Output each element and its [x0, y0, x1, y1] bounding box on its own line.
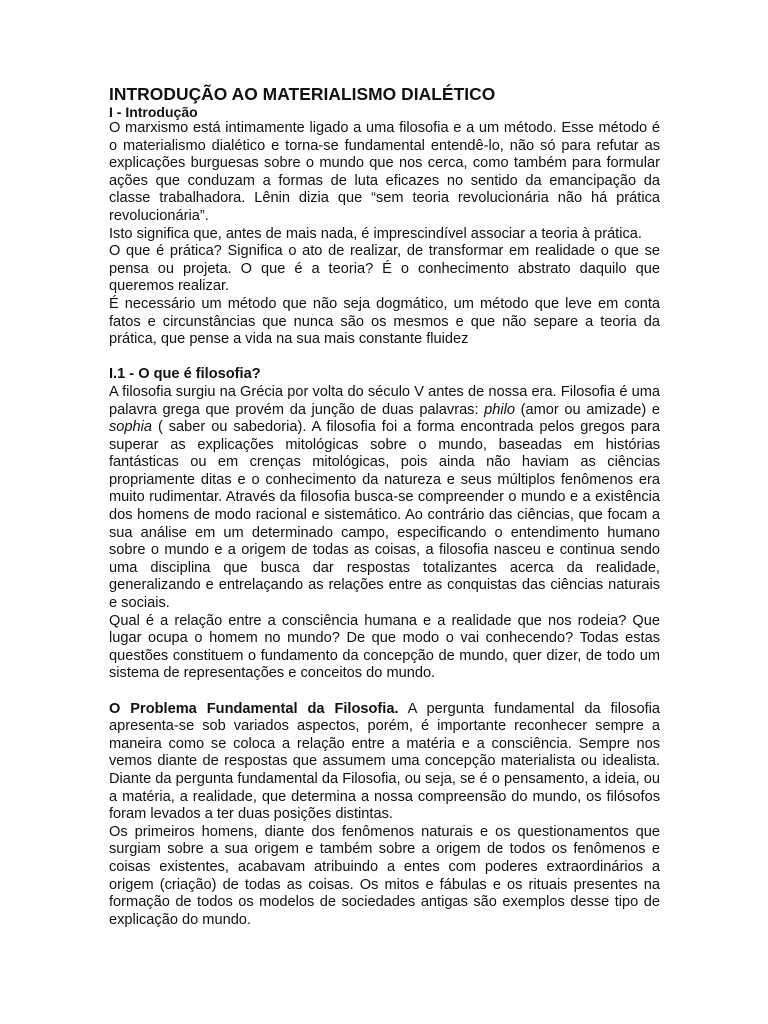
paragraph: O marxismo está intimamente ligado a uma filosofia e a um método. Esse método é o materialismo dialético e torna-se fundamental entendê-lo, não só para refutar as explicações burguesas sobre o mundo que nos cerca, como também para formular ações que conduzam a formas de luta eficazes no sentido da emancipação da classe trabalhadora. Lênin dizia que “sem teoria revolucionária não há prática revolucionária”.	[109, 120, 660, 224]
text-run: (amor ou amizade) e	[515, 401, 660, 418]
paragraph: O que é prática? Significa o ato de realizar, de transformar em realidade o que se pensa ou projeta. O que é a teoria? É o conhecimento abstrato daquilo que queremos realizar.	[109, 243, 660, 295]
paragraph	[109, 701, 660, 824]
paragraph: Isto significa que, antes de mais nada, é imprescindível associar a teoria à prática.	[109, 225, 642, 242]
paragraph: Qual é a relação entre a consciência humana e a realidade que nos rodeia? Que lugar ocupa o homem no mundo? De que modo o vai conhecendo? Todas estas questões constituem o fundamento da concepção de mundo, quer dizer, de todo um sistema de representações e conceitos do mundo.	[109, 612, 660, 682]
document-title: INTRODUÇÃO AO MATERIALISMO DIALÉTICO	[109, 84, 496, 104]
section-heading-filosofia: I.1 - O que é filosofia?	[109, 366, 261, 383]
text-run: ( saber ou sabedoria). A filosofia foi a forma encontrada pelos gregos para superar as explicações mitológicas sobre o mundo, baseadas em histórias fantásticas ou em crenças mitológicas, pois ainda não haviam as ciências propriamente ditas e o conhecimento da natureza e seus múltiplos fenômenos era muito rudimentar. Através da filosofia busca-se compreender o mundo e a existência dos homens de modo racional e sistemático. Ao contrário das ciências, que focam a sua análise em um determinado campo, especificando o entendimento humano sobre o mundo e a origem de todas as coisas, a filosofia nasceu e continua sendo uma disciplina que busca dar respostas totalizantes acerca da realidade, generalizando e entrelaçando as relações entre as conquistas das ciências naturais e sociais.	[109, 419, 660, 612]
text-run: A filosofia surgiu na Grécia por volta do século V antes de nossa era. Filosofia é uma palavra grega que provém da junção de duas palavras:	[109, 383, 660, 418]
paragraph	[109, 384, 660, 613]
section-heading-introducao: I - Introdução	[109, 104, 198, 120]
spacer	[109, 349, 660, 367]
section-heading-problema: O Problema Fundamental da Filosofia.	[109, 700, 399, 717]
paragraph: Os primeiros homens, diante dos fenômenos naturais e os questionamentos que surgiam sobre a sua origem e também sobre a origem de todos os fenômenos e coisas existentes, acabavam atribuindo a entes com poderes extraordinários a origem (criação) de todas as coisas. Os mitos e fábulas e os rituais presentes na formação de todos os modelos de sociedades antigas são exemplos desse tipo de explicação do mundo.	[109, 823, 660, 928]
text-run: A pergunta fundamental da filosofia apresenta-se sob variados aspectos, porém, é importante reconhecer sempre a maneira como se coloca a relação entre a matéria e a consciência. Sempre nos vemos diante de respostas que assumem uma concepção materialista ou idealista. Diante da pergunta fundamental da Filosofia, ou seja, se é o pensamento, a ideia, ou a matéria, a realidade, que determina a nossa compreensão do mundo, os filósofos foram levados a ter duas posições distintas.	[109, 700, 660, 823]
italic-term-philo: philo	[484, 401, 516, 418]
document-page	[109, 84, 660, 929]
spacer	[109, 683, 660, 701]
italic-term-sophia: sophia	[109, 419, 153, 436]
paragraph: É necessário um método que não seja dogmático, um método que leve em conta fatos e circunstâncias que nunca são os mesmos e que não separe a teoria da prática, que pense a vida na sua mais constante fluidez	[109, 295, 660, 348]
